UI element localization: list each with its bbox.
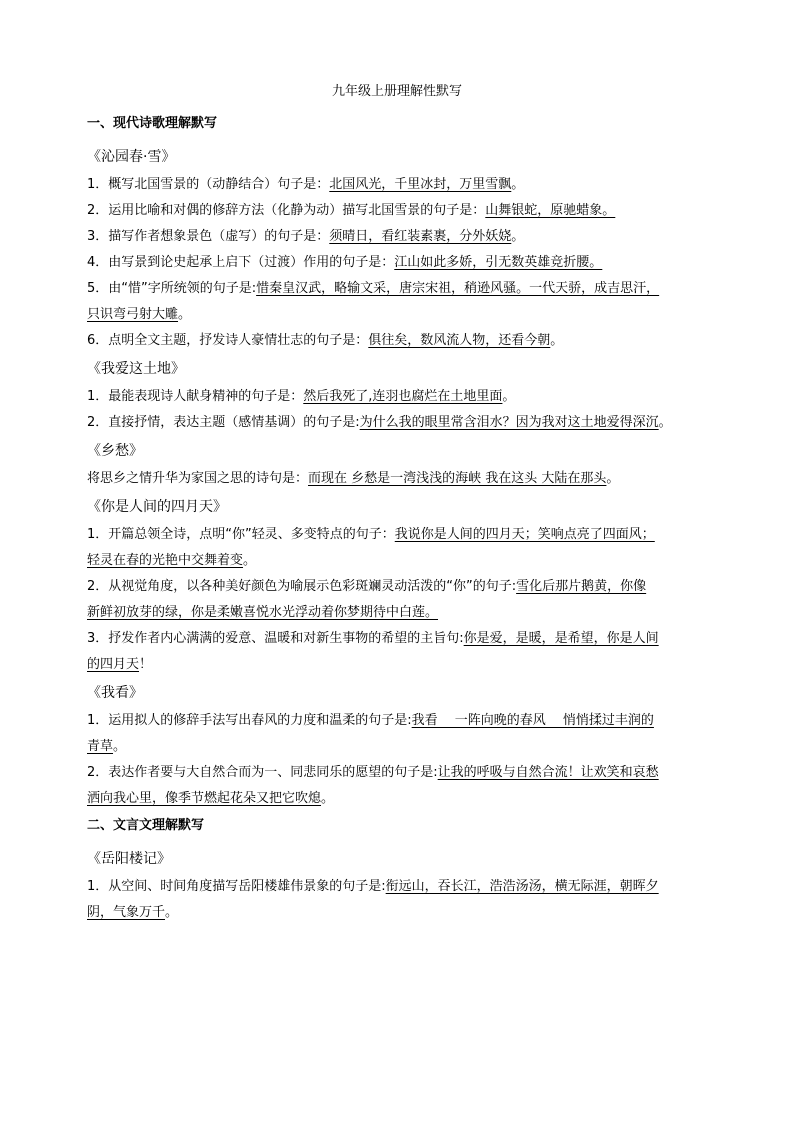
answer-punctuation: 。 [243,553,257,568]
question-line [87,330,727,352]
question-line [87,524,727,546]
page-title: 九年级上册理解性默写 [331,84,462,99]
answer-text: 你是爱，是暖，是希望，你是人间 [463,631,659,646]
question-text: 将思乡之情升华为家国之思的诗句是： [87,471,309,486]
section-heading: 二、文言文理解默写 [87,818,205,833]
question-line [87,200,727,222]
answer-punctuation: 。 [321,791,335,806]
answer-punctuation: 。 [606,471,620,486]
question-text: 1．开篇总领全诗，点明“你”轻灵、多变特点的句子： [87,527,395,542]
answer-text: 让我的呼吸与自然合流！让欢笑和哀愁 [437,765,659,780]
answer-text: 只识弯弓射大雕 [87,307,179,322]
question-text: 4．由写景到论史起承上启下（过渡）作用的句子是： [87,255,395,270]
question-text: 3．描写作者想象景色（虚写）的句子是： [87,229,330,244]
question-line [87,736,727,758]
answer-punctuation: 。 [113,739,127,754]
question-line [87,386,727,408]
answer-text: 轻灵在春的光艳中交舞着变 [87,553,244,568]
answer-text: 山舞银蛇，原驰蜡象。 [485,203,616,218]
section-heading: 一、现代诗歌理解默写 [87,116,218,131]
question-text: 1．运用拟人的修辞手法写出春风的力度和温柔的句子是: [87,713,412,728]
answer-text: 衔远山，吞长江，浩浩汤汤，横无际涯，朝晖夕 [385,879,659,894]
question-line [87,252,727,274]
poem-title: 《我看》 [87,685,143,701]
answer-text: 的四月天 [87,657,140,672]
answer-text: 为什么我的眼里常含泪水？因为我对这土地爱得深沉 [359,415,659,430]
question-line [87,278,727,300]
answer-text: 俱往矣，数风流人物，还看今朝 [368,333,551,348]
question-line [87,902,727,924]
answer-punctuation: ！ [139,657,153,672]
question-text: 2．表达作者要与大自然合而为一、同悲同乐的愿望的句子是: [87,765,438,780]
question-line [87,628,727,650]
answer-text: 北国风光，千里冰封，万里雪飘 [329,177,512,192]
answer-text: 然后我死了,连羽也腐烂在土地里面 [303,389,503,404]
question-text: 3．抒发作者内心满满的爱意、温暖和对新生事物的希望的主旨句: [87,631,464,646]
question-line [87,226,727,248]
question-line [87,876,727,898]
answer-text: 我看 一阵向晚的春风 悄悄揉过丰润的 [411,713,654,728]
answer-text: 江山如此多娇，引无数英雄竞折腰。 [394,255,603,270]
answer-text: 须晴日，看红装素裹，分外妖娆 [329,229,512,244]
question-text: 2．从视觉角度，以各种美好颜色为喻展示色彩斑斓灵动活泼的“你”的句子: [87,579,517,594]
answer-text: 惜秦皇汉武，略输文采，唐宗宋祖，稍逊风骚。一代天骄，成吉思汗， [256,281,660,296]
poem-title: 《岳阳楼记》 [87,851,171,867]
poem-title: 《沁园春·雪》 [87,149,176,165]
answer-text: 阴，气象万千 [87,905,166,920]
answer-text: 而现在 乡愁是一湾浅浅的海峡 我在这头 大陆在那头 [308,471,607,486]
question-text: 2．直接抒情，表达主题（感情基调）的句子是: [87,415,360,430]
question-line [87,412,727,434]
answer-punctuation: 。 [511,177,525,192]
question-line [87,576,727,598]
poem-title: 《乡愁》 [87,443,143,459]
question-text: 6．点明全文主题，抒发诗人豪情壮志的句子是： [87,333,369,348]
question-line [87,550,727,572]
document-content [87,112,727,928]
question-line [87,602,727,624]
answer-text: 青草 [87,739,114,754]
question-line [87,710,727,732]
question-text: 1．最能表现诗人献身精神的句子是： [87,389,304,404]
answer-punctuation: 。 [658,415,672,430]
question-text: 5．由“惜”字所统领的句子是: [87,281,257,296]
question-text: 1．从空间、时间角度描写岳阳楼雄伟景象的句子是: [87,879,386,894]
answer-punctuation: 。 [178,307,192,322]
question-line [87,762,727,784]
question-text: 2．运用比喻和对偶的修辞方法（化静为动）描写北国雪景的句子是： [87,203,486,218]
answer-punctuation: 。 [511,229,525,244]
answer-text: 雪化后那片鹅黄，你像 [516,579,647,594]
answer-text: 我说你是人间的四月天；笑响点亮了四面风； [394,527,655,542]
question-line [87,468,727,490]
question-line [87,654,727,676]
answer-text: 洒向我心里，像季节燃起花朵又把它吹熄 [87,791,322,806]
question-text: 1．概写北国雪景的（动静结合）句子是： [87,177,330,192]
answer-punctuation: 。 [550,333,564,348]
poem-title: 《你是人间的四月天》 [87,499,227,515]
question-line [87,174,727,196]
answer-punctuation: 。 [165,905,179,920]
answer-punctuation: 。 [502,389,516,404]
poem-title: 《我爱这土地》 [87,361,185,377]
answer-text: 新鲜初放芽的绿，你是柔嫩喜悦水光浮动着你梦期待中白莲。 [87,605,439,620]
question-line [87,788,727,810]
question-line [87,304,727,326]
